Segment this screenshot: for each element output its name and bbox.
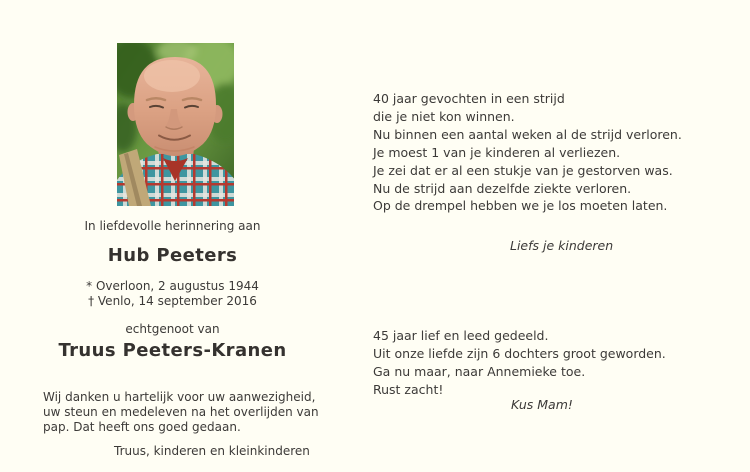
poem-line: 45 jaar lief en leed gedeeld. xyxy=(373,328,549,343)
thanks-line: Wij danken u hartelijk voor uw aanwezigheid, xyxy=(43,390,316,404)
thanks-line: pap. Dat heeft ons goed gedaan. xyxy=(43,420,241,434)
poem-line: Je zei dat er al een stukje van je gestorven was. xyxy=(373,162,673,178)
poem-line: Uit onze liefde zijn 6 dochters groot geworden. xyxy=(373,346,666,362)
memorial-intro: In liefdevolle herinnering aan xyxy=(84,219,261,233)
thanks-line: uw steun en medeleven na het overlijden van xyxy=(43,405,319,419)
thanks-signature: Truus, kinderen en kleinkinderen xyxy=(114,444,310,458)
portrait-photo xyxy=(117,43,234,206)
poem-children-signature: Liefs je kinderen xyxy=(510,238,614,253)
thanks-paragraph xyxy=(43,390,319,435)
poem-line: 40 jaar gevochten in een strijd xyxy=(373,91,565,106)
poem-line: Nu binnen een aantal weken al de strijd verloren. xyxy=(373,126,682,142)
spouse-name: Truus Peeters-Kranen xyxy=(58,340,287,361)
poem-wife-signature: Kus Mam! xyxy=(511,397,573,412)
birth-line: * Overloon, 2 augustus 1944 xyxy=(86,279,259,293)
deceased-name: Hub Peeters xyxy=(107,245,238,266)
poem-line: Rust zacht! xyxy=(373,382,444,398)
poem-line: Op de drempel hebben we je los moeten laten. xyxy=(373,198,668,214)
poem-line: Ga nu maar, naar Annemieke toe. xyxy=(373,364,586,380)
poem-line: Nu de strijd aan dezelfde ziekte verloren. xyxy=(373,180,632,196)
portrait-photo-illustration xyxy=(117,43,234,206)
spouse-intro: echtgenoot van xyxy=(125,322,220,336)
poem-line: die je niet kon winnen. xyxy=(373,108,515,124)
life-dates xyxy=(30,279,315,308)
poem-children xyxy=(373,90,682,215)
poem-wife xyxy=(373,327,666,399)
poem-line: Je moest 1 van je kinderen al verliezen. xyxy=(373,144,621,160)
death-line: † Venlo, 14 september 2016 xyxy=(88,293,257,308)
